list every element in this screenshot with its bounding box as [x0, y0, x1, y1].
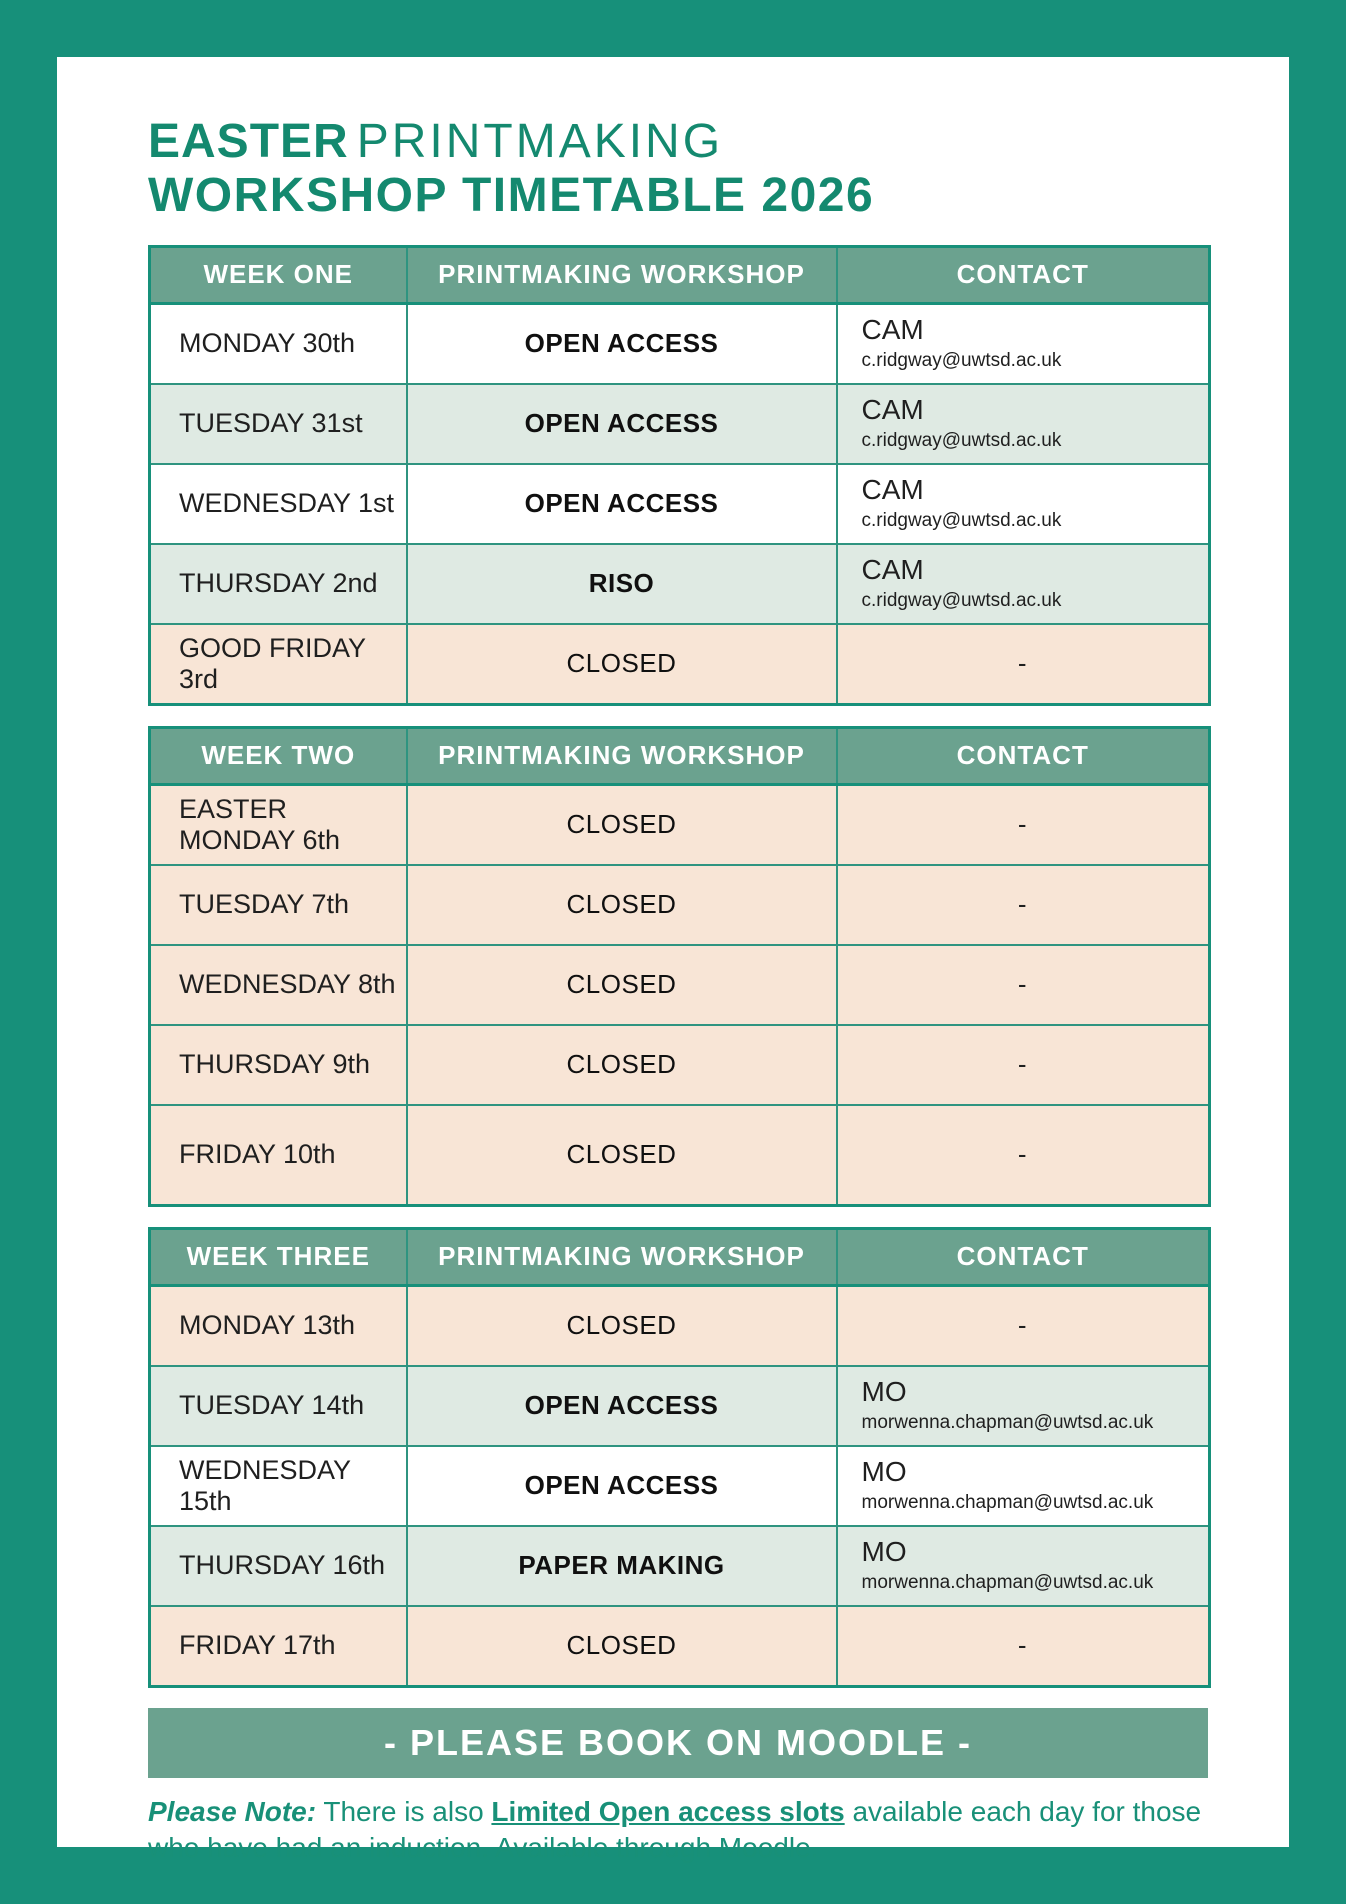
contact-cell: -	[837, 945, 1210, 1025]
workshop-cell: CLOSED	[407, 945, 837, 1025]
note	[148, 1794, 1208, 1868]
title-line-2: WORKSHOP TIMETABLE 2026	[148, 168, 875, 222]
contact-name: CAM	[861, 473, 924, 505]
contact-cell: -	[837, 784, 1210, 865]
day-cell: TUESDAY 31st	[150, 384, 407, 464]
contact-name: MO	[861, 1535, 907, 1567]
contact-cell	[837, 303, 1210, 384]
note-text-before: There is also	[316, 1795, 492, 1827]
workshop-cell: OPEN ACCESS	[407, 1446, 837, 1526]
table-row	[150, 1105, 1210, 1206]
title-line-1	[148, 115, 1289, 169]
header-cell-week: WEEK ONE	[150, 246, 407, 303]
workshop-cell: OPEN ACCESS	[407, 303, 837, 384]
note-underlined: Limited Open access slots	[491, 1795, 845, 1827]
contact-cell: -	[837, 624, 1210, 705]
day-cell: THURSDAY 16th	[150, 1526, 407, 1606]
table-row	[150, 464, 1210, 544]
day-cell: FRIDAY 10th	[150, 1105, 407, 1206]
day-cell: THURSDAY 2nd	[150, 544, 407, 624]
table-row	[150, 303, 1210, 384]
contact-name: CAM	[861, 553, 924, 585]
week-one-table	[148, 245, 1211, 706]
workshop-cell: CLOSED	[407, 1285, 837, 1366]
workshop-cell: CLOSED	[407, 1025, 837, 1105]
header-row	[150, 246, 1210, 303]
day-cell: WEDNESDAY 8th	[150, 945, 407, 1025]
workshop-cell: CLOSED	[407, 784, 837, 865]
table-row	[150, 544, 1210, 624]
day-cell: GOOD FRIDAY 3rd	[150, 624, 407, 705]
day-cell: MONDAY 13th	[150, 1285, 407, 1366]
workshop-cell: CLOSED	[407, 1606, 837, 1687]
header-cell-workshop: PRINTMAKING WORKSHOP	[407, 727, 837, 784]
workshop-cell: OPEN ACCESS	[407, 384, 837, 464]
moodle-banner	[148, 1708, 1208, 1778]
contact-cell	[837, 1446, 1210, 1526]
contact-name: CAM	[861, 393, 924, 425]
table-row	[150, 945, 1210, 1025]
contact-email: c.ridgway@uwtsd.ac.uk	[861, 510, 1062, 532]
header-cell-contact: CONTACT	[837, 1228, 1210, 1285]
header-cell-workshop: PRINTMAKING WORKSHOP	[407, 246, 837, 303]
contact-email: morwenna.chapman@uwtsd.ac.uk	[861, 1572, 1154, 1594]
contact-cell	[837, 1366, 1210, 1446]
table-row	[150, 1285, 1210, 1366]
title-word-easter: EASTER	[148, 115, 349, 168]
contact-name: MO	[861, 1375, 907, 1407]
table-row	[150, 1606, 1210, 1687]
week-two-table	[148, 726, 1211, 1207]
week-three-table	[148, 1227, 1211, 1688]
page-title	[148, 115, 1289, 223]
contact-name: MO	[861, 1455, 907, 1487]
contact-cell: -	[837, 1285, 1210, 1366]
contact-email: c.ridgway@uwtsd.ac.uk	[861, 430, 1062, 452]
header-row	[150, 1228, 1210, 1285]
header-cell-contact: CONTACT	[837, 727, 1210, 784]
note-prefix: Please Note:	[148, 1795, 317, 1827]
workshop-cell: OPEN ACCESS	[407, 464, 837, 544]
note-text-after: available each day for those who have had an induction. Available through Moodle.	[148, 1795, 1202, 1864]
workshop-cell: PAPER MAKING	[407, 1526, 837, 1606]
contact-email: c.ridgway@uwtsd.ac.uk	[861, 590, 1062, 612]
contact-email: c.ridgway@uwtsd.ac.uk	[861, 350, 1062, 372]
contact-cell	[837, 384, 1210, 464]
contact-email: morwenna.chapman@uwtsd.ac.uk	[861, 1412, 1154, 1434]
page	[57, 57, 1289, 1864]
header-cell-week: WEEK THREE	[150, 1228, 407, 1285]
title-word-printmaking: PRINTMAKING	[356, 115, 724, 168]
header-cell-week: WEEK TWO	[150, 727, 407, 784]
day-cell: TUESDAY 14th	[150, 1366, 407, 1446]
workshop-cell: RISO	[407, 544, 837, 624]
contact-name: CAM	[861, 313, 924, 345]
table-row	[150, 865, 1210, 945]
table-row	[150, 1526, 1210, 1606]
table-row	[150, 784, 1210, 865]
workshop-cell: CLOSED	[407, 865, 837, 945]
header-cell-contact: CONTACT	[837, 246, 1210, 303]
day-cell: WEDNESDAY 15th	[150, 1446, 407, 1526]
day-cell: FRIDAY 17th	[150, 1606, 407, 1687]
table-row	[150, 624, 1210, 705]
workshop-cell: CLOSED	[407, 624, 837, 705]
contact-cell	[837, 544, 1210, 624]
banner-text: - PLEASE BOOK ON MOODLE -	[383, 1721, 972, 1763]
day-cell: THURSDAY 9th	[150, 1025, 407, 1105]
workshop-cell: CLOSED	[407, 1105, 837, 1206]
day-cell: MONDAY 30th	[150, 303, 407, 384]
contact-cell	[837, 464, 1210, 544]
contact-cell	[837, 1526, 1210, 1606]
day-cell: EASTER MONDAY 6th	[150, 784, 407, 865]
table-row	[150, 384, 1210, 464]
table-row	[150, 1446, 1210, 1526]
header-cell-workshop: PRINTMAKING WORKSHOP	[407, 1228, 837, 1285]
day-cell: WEDNESDAY 1st	[150, 464, 407, 544]
contact-cell: -	[837, 1606, 1210, 1687]
table-row	[150, 1025, 1210, 1105]
day-cell: TUESDAY 7th	[150, 865, 407, 945]
table-row	[150, 1366, 1210, 1446]
header-row	[150, 727, 1210, 784]
contact-cell: -	[837, 1025, 1210, 1105]
contact-cell: -	[837, 1105, 1210, 1206]
workshop-cell: OPEN ACCESS	[407, 1366, 837, 1446]
contact-email: morwenna.chapman@uwtsd.ac.uk	[861, 1492, 1154, 1514]
contact-cell: -	[837, 865, 1210, 945]
